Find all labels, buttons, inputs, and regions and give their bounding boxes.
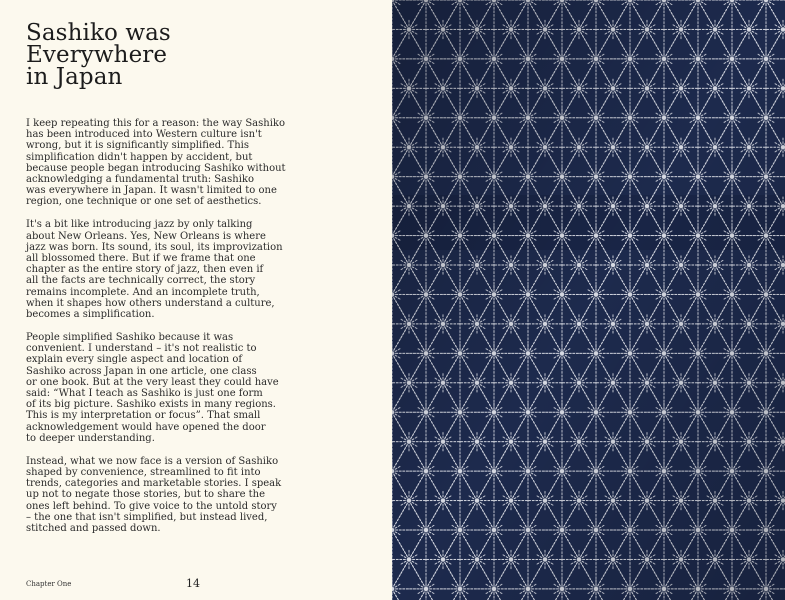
- paragraph-4: Instead, what we now face is a version of Sashiko shaped by convenience, streamlined to fit into trends, categories and marketable stories. I speak up not to negate those stories, but to share the ones left behind. To give voice to the untold story – the one that isn't simplified, but instead lived, stitched and passed down.: [26, 455, 282, 535]
- sashiko-photo: [392, 0, 785, 600]
- sashiko-quilt-image: [392, 0, 785, 600]
- chapter-label: Chapter One: [26, 580, 72, 588]
- page-number: 14: [186, 577, 200, 590]
- chapter-title: Sashiko was Everywhere in Japan: [26, 20, 171, 90]
- paragraph-3: People simplified Sashiko because it was convenient. I understand – it's not realistic to explain every single aspect and location of Sashiko across Japan in one article, one class or one book. But at the very least they could have said: “What I teach as Sashiko is just one form of its big picture. Sashiko exists in many regions. This is my interpretation or focus”. That small acknowledgement would have opened the door to deeper understanding.: [26, 332, 279, 444]
- left-page: [0, 0, 392, 600]
- paragraph-2: It's a bit like introducing jazz by only talking about New Orleans. Yes, New Orleans is where jazz was born. Its sound, its soul, its improvization all blossomed there. But if we frame that one chapter as the entire story of jazz, then even if all the facts are technically correct, the story remains incomplete. And an incomplete truth, when it shapes how others understand a culture, becomes a simplification.: [26, 219, 283, 321]
- body-text: [26, 118, 371, 546]
- paragraph-1: I keep repeating this for a reason: the way Sashiko has been introduced into Western culture isn't wrong, but it is significantly simplified. This simplification didn't happen by accident, but because people began introducing Sashiko without acknowledging a fundamental truth: Sashiko was everywhere in Japan. It wasn't limited to one region, one technique or one set of aesthetics.: [26, 118, 286, 208]
